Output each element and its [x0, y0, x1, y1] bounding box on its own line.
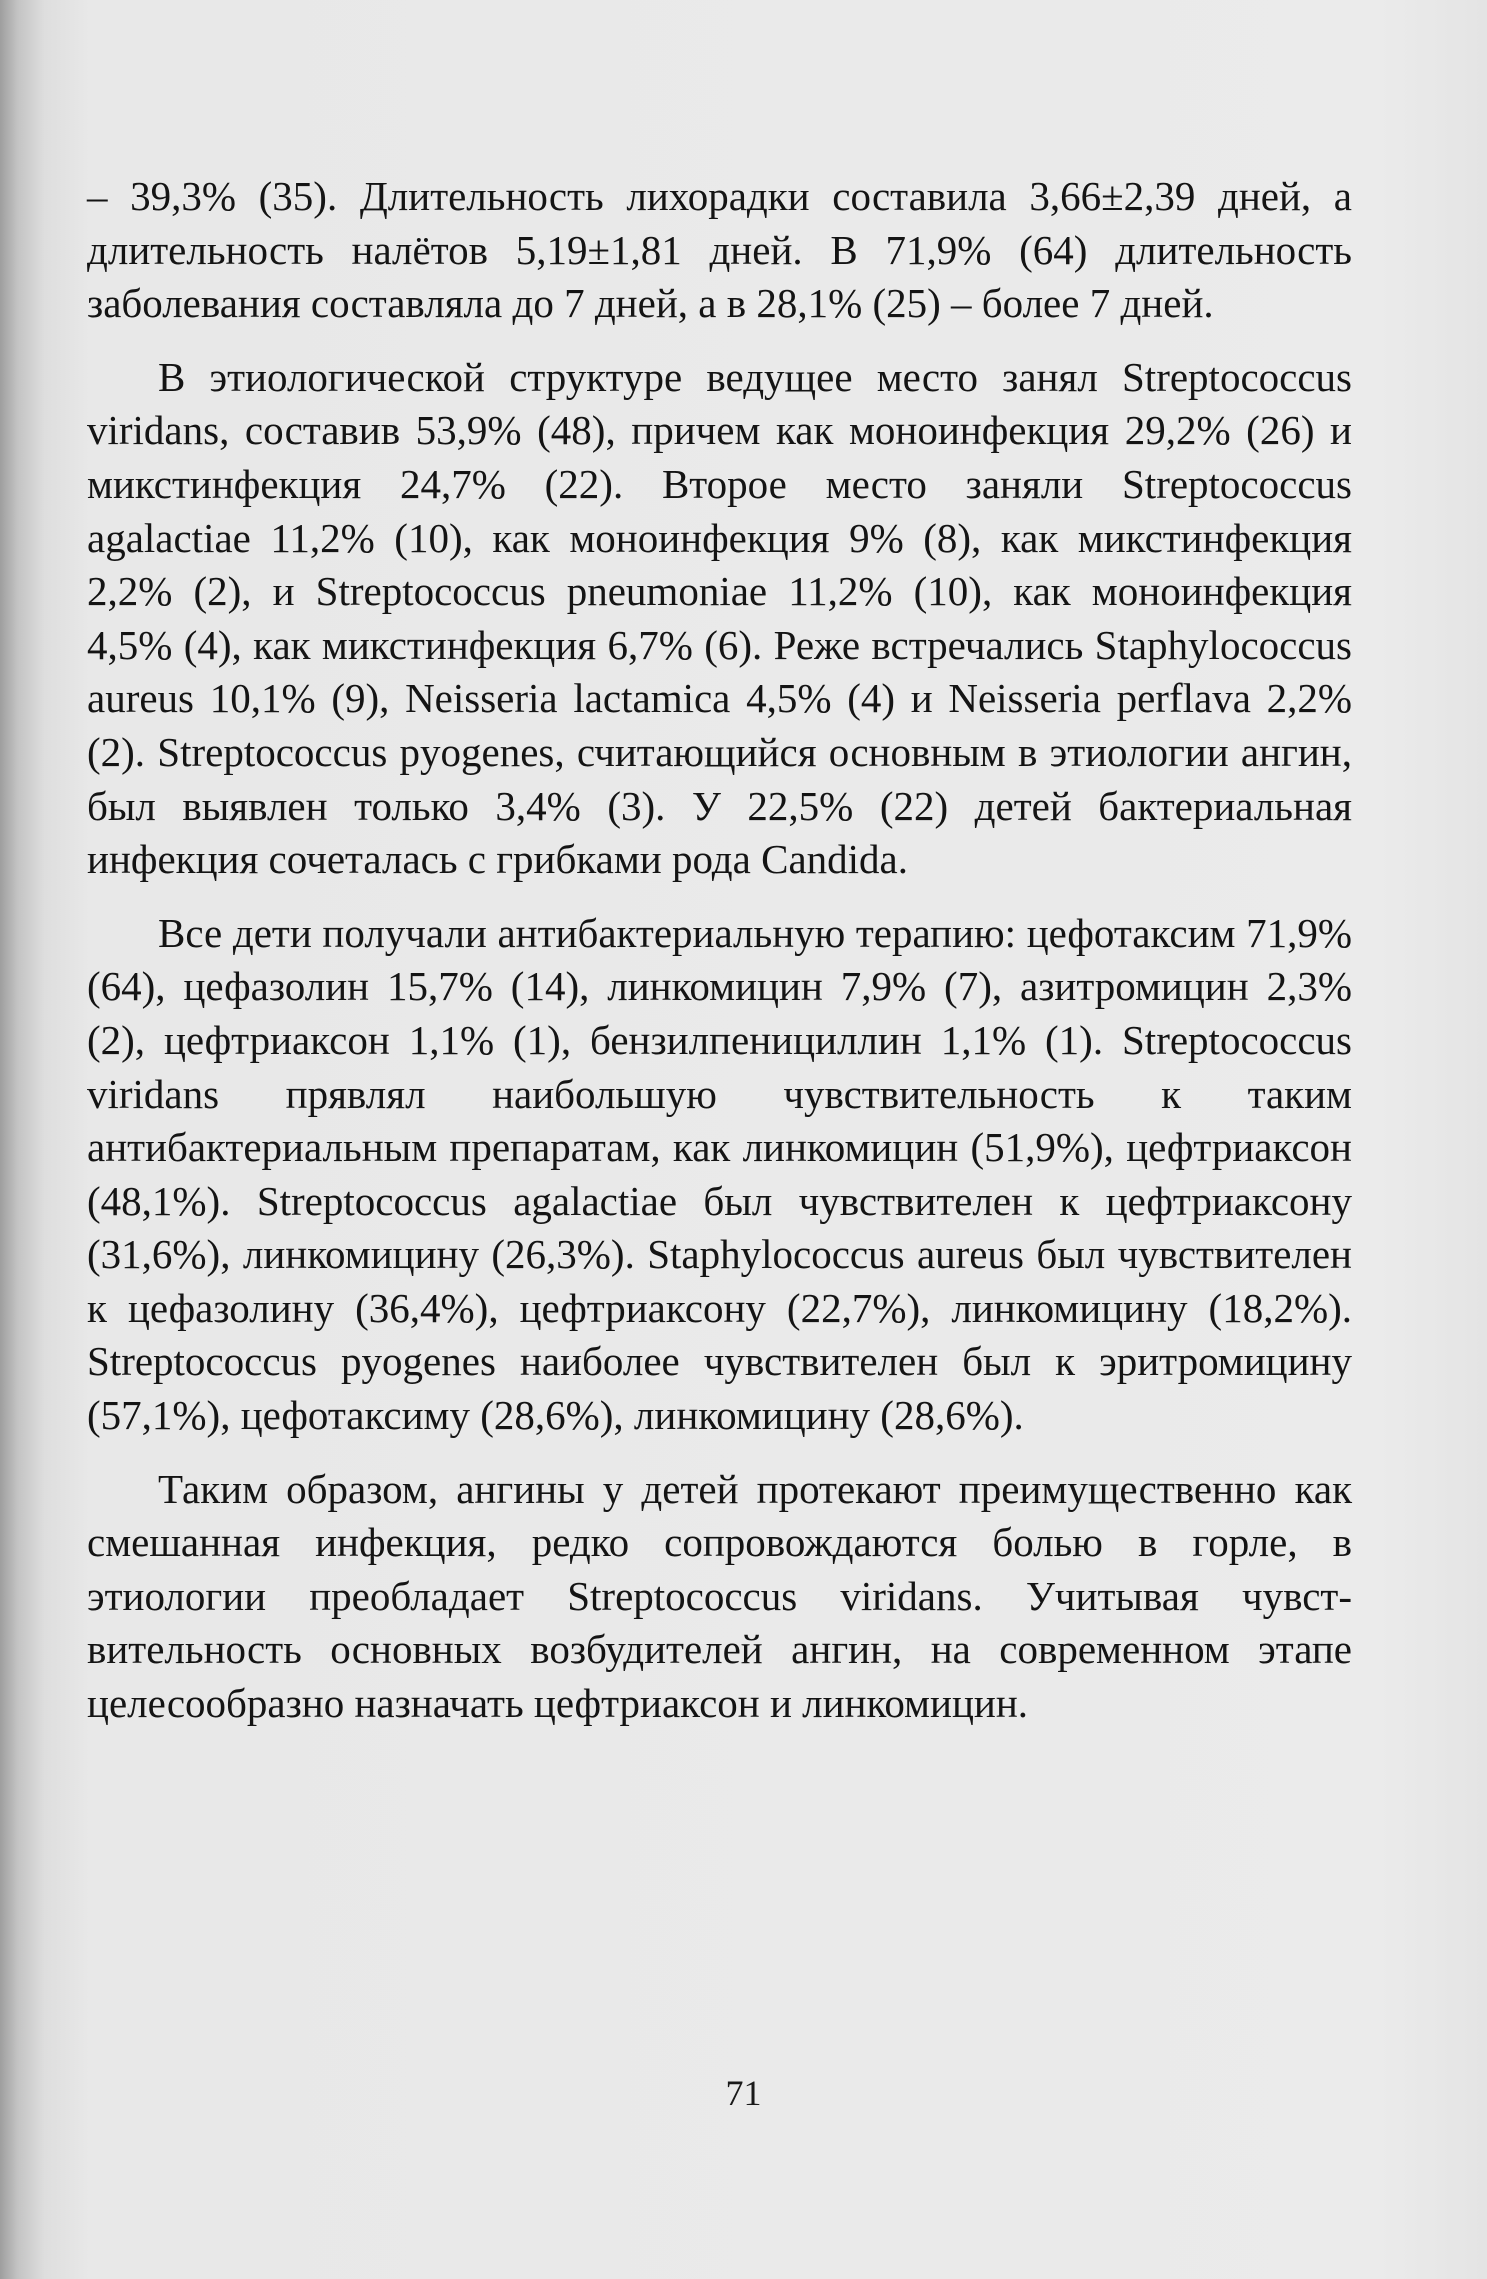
paragraph-etiology: В этиологической структуре ведущее место занял Streptococcus viridans, составив 53,9% (48), причем как моноинфекция 29,2% (26) и микстинфекция 24,7% (22). Второе место заняли Streptococcus agalactiae 11,2% (10), как моноинфекция 9% (8), как микстинфекция 2,2% (2), и Streptococcus pneumoniae 11,2% (10), как моноинфекция 4,5% (4), как микстинфекция 6,7% (6). Реже встречались Staphylococcus aureus 10,1% (9), Neisseria lactamica 4,5% (4) и Neisseria perflava 2,2% (2). Streptococcus pyogenes, считающийся основным в этиологии ангин, был выявлен только 3,4% (3). У 22,5% (22) детей бактериальная инфекция сочеталась с грибками рода Candida.: [87, 353, 1352, 883]
page-number: 71: [725, 2073, 762, 2113]
body-text: [87, 170, 1352, 1751]
paragraph-conclusion: Таким образом, ангины у детей протекают преимущественно как смешанная инфекция, редко сопровождаются болью в горле, в этиологии преобладает Streptococcus viridans. Учитывая чувствительность основных возбудителей ангин, на современном этапе целесообразно назначать цефтриаксон и линкомицин.: [87, 1465, 1352, 1727]
paragraph-therapy: Все дети получали антибактериальную терапию: цефотаксим 71,9% (64), цефазолин 15,7% (14), линкомицин 7,9% (7), азитромицин 2,3% (2), цефтриаксон 1,1% (1), бензилпенициллин 1,1% (1). Streptococcus viridans прявлял наибольшую чувствительность к таким антибактериальным препаратам, как линкомицин (51,9%), цефтриаксон (48,1%). Streptococcus agalactiae был чувствителен к цефтриаксону (31,6%), линкомицину (26,3%). Staphylococcus aureus был чувствителен к цефазолину (36,4%), цефтриаксону (22,7%), линкомицину (18,2%). Streptococcus pyogenes наиболее чувствителен был к эритромицину (57,1%), цефотаксиму (28,6%), линкомицину (28,6%).: [87, 909, 1352, 1439]
paragraph-continuation: – 39,3% (35). Длительность лихорадки составила 3,66±2,39 дней, а длительность налётов 5,19±1,81 дней. В 71,9% (64) длительность заболевания составляла до 7 дней, а в 28,1% (25) – более 7 дней.: [87, 173, 1352, 327]
